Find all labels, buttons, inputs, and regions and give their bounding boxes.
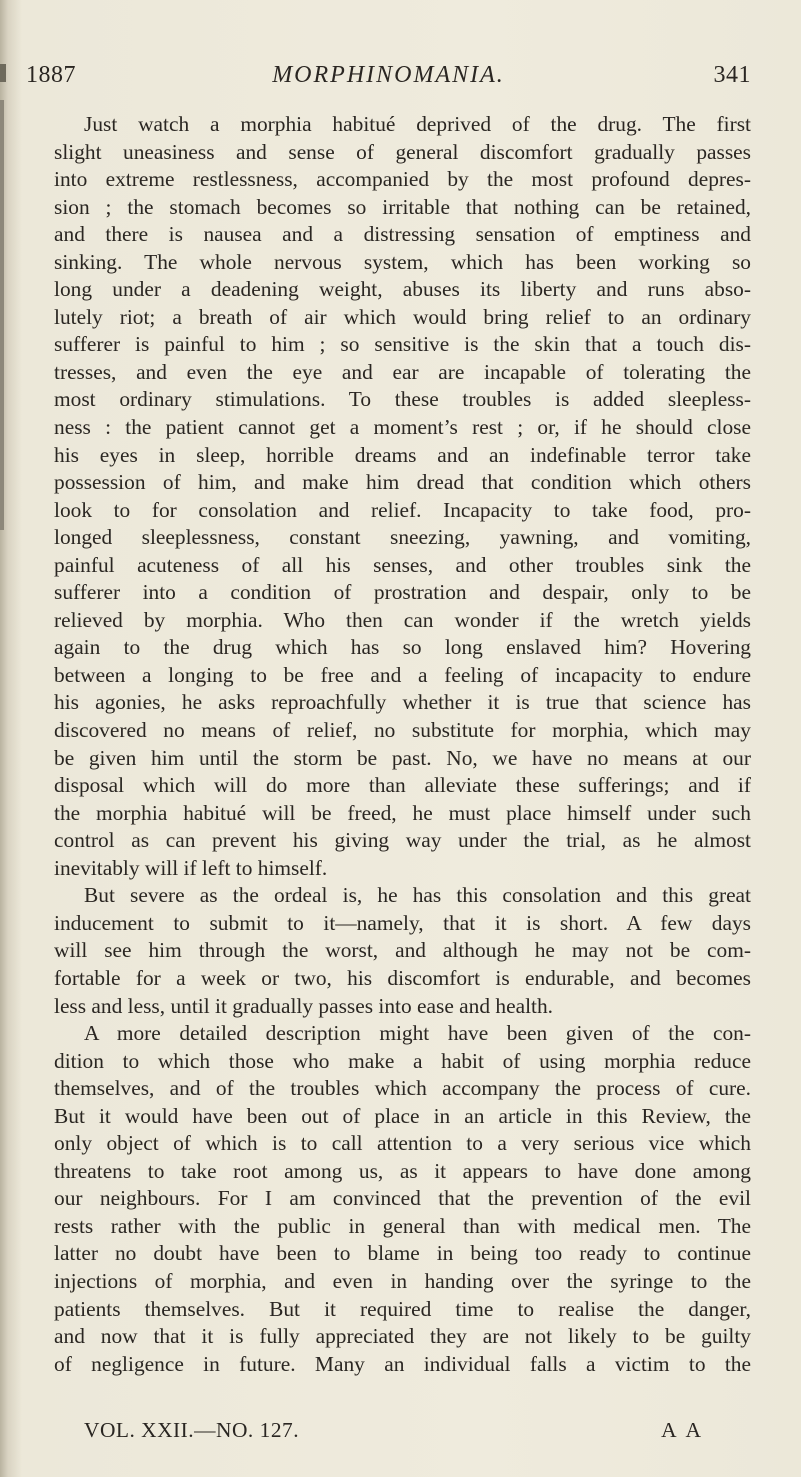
text-line: injections of morphia, and even in handing over the syringe to the <box>54 1268 751 1293</box>
text-line: the morphia habitué will be freed, he must place himself under such <box>54 800 751 825</box>
text-line: rests rather with the public in general than with medical men. The <box>54 1213 751 1238</box>
page-footer <box>84 1418 704 1448</box>
text-line: But it would have been out of place in an article in this Review, the <box>54 1103 751 1128</box>
text-line: threatens to take root among us, as it appears to have done among <box>54 1158 751 1183</box>
text-line: lutely riot; a breath of air which would bring relief to an ordinary <box>54 304 751 329</box>
article-body <box>54 111 751 1378</box>
text-line: look to for consolation and relief. Incapacity to take food, pro- <box>54 497 751 522</box>
text-line: discovered no means of relief, no substitute for morphia, which may <box>54 718 751 743</box>
text-line: again to the drug which has so long enslaved him? Hovering <box>54 635 751 660</box>
text-line: But severe as the ordeal is, he has this consolation and this great <box>84 883 751 908</box>
paragraph <box>54 111 751 882</box>
page-header <box>26 62 751 94</box>
text-line: our neighbours. For I am convinced that the prevention of the evil <box>54 1186 751 1211</box>
text-line: ness : the patient cannot get a moment’s rest ; or, if he should close <box>54 415 751 440</box>
text-line: and now that it is fully appreciated they are not likely to be guilty <box>54 1324 751 1349</box>
text-line: of negligence in future. Many an individual falls a victim to the <box>54 1351 751 1376</box>
text-line: painful acuteness of all his senses, and other troubles sink the <box>54 552 751 577</box>
text-line: sufferer is painful to him ; so sensitive is the skin that a touch dis- <box>54 332 751 357</box>
volume-info: VOL. XXII.—NO. 127. <box>84 1418 300 1442</box>
text-line: sufferer into a condition of prostration and despair, only to be <box>54 580 751 605</box>
signature-mark: A A <box>661 1418 704 1442</box>
text-line: possession of him, and make him dread that condition which others <box>54 470 751 495</box>
page-number: 341 <box>713 62 751 88</box>
text-line: Just watch a morphia habitué deprived of the drug. The first <box>84 112 751 136</box>
text-line: longed sleeplessness, constant sneezing, yawning, and vomiting, <box>54 525 751 550</box>
text-line: less and less, until it gradually passes into ease and health. <box>54 993 554 1018</box>
text-line: themselves, and of the troubles which accompany the process of cure. <box>54 1076 751 1101</box>
text-line: inevitably will if left to himself. <box>54 855 328 880</box>
text-line: dition to which those who make a habit of using morphia reduce <box>54 1048 751 1073</box>
text-line: A more detailed description might have been given of the con- <box>84 1021 751 1046</box>
text-line: patients themselves. But it required time to realise the danger, <box>54 1296 751 1321</box>
text-line: only object of which is to call attention to a very serious vice which <box>54 1131 751 1156</box>
text-line: disposal which will do more than alleviate these sufferings; and if <box>54 773 751 798</box>
text-line: most ordinary stimulations. To these troubles is added sleepless- <box>54 387 751 412</box>
text-line: will see him through the worst, and although he may not be com- <box>54 938 751 963</box>
text-line: between a longing to be free and a feeling of incapacity to endure <box>54 662 751 687</box>
text-line: relieved by morphia. Who then can wonder if the wretch yields <box>54 607 751 632</box>
page-edge-mark <box>0 100 4 530</box>
text-line: inducement to submit to it—namely, that it is short. A few days <box>54 910 751 935</box>
text-line: tresses, and even the eye and ear are incapable of tolerating the <box>54 359 751 384</box>
text-line: sinking. The whole nervous system, which has been working so <box>54 249 751 274</box>
text-line: his agonies, he asks reproachfully whether it is true that science has <box>54 690 751 715</box>
text-line: latter no doubt have been to blame in being too ready to continue <box>54 1241 751 1266</box>
text-line: long under a deadening weight, abuses its liberty and runs abso- <box>54 277 751 302</box>
text-line: slight uneasiness and sense of general discomfort gradually passes <box>54 139 751 164</box>
text-line: and there is nausea and a distressing sensation of emptiness and <box>54 222 751 247</box>
running-title: MORPHINOMANIA. <box>272 62 505 88</box>
paragraph <box>54 1020 751 1378</box>
text-line: control as can prevent his giving way under the trial, as he almost <box>54 828 751 853</box>
page-edge-mark <box>0 64 6 82</box>
text-line: his eyes in sleep, horrible dreams and an indefinable terror take <box>54 442 751 467</box>
text-line: be given him until the storm be past. No, we have no means at our <box>54 745 751 770</box>
text-line: into extreme restlessness, accompanied by the most profound depres- <box>54 167 751 192</box>
paragraph <box>54 882 751 1020</box>
text-line: sion ; the stomach becomes so irritable that nothing can be retained, <box>54 194 751 219</box>
text-line: fortable for a week or two, his discomfort is endurable, and becomes <box>54 965 751 990</box>
header-year: 1887 <box>26 62 76 88</box>
